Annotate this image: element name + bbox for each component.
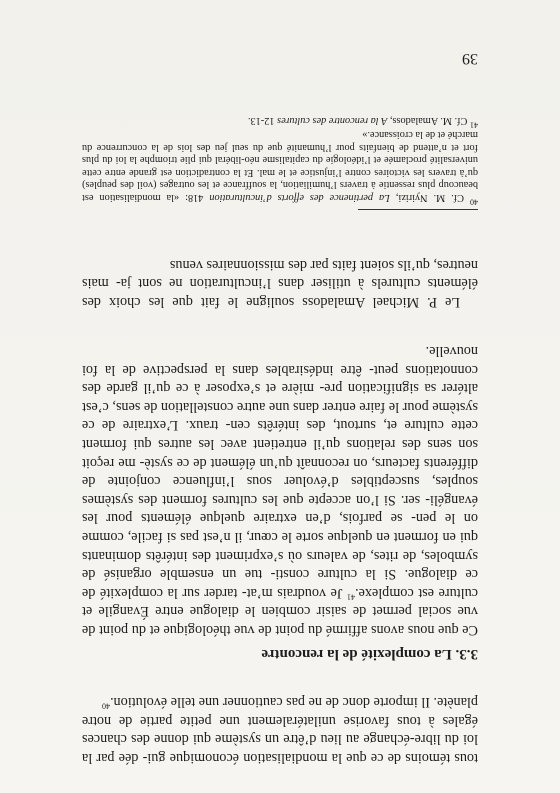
bleed-through-text [75, 219, 465, 245]
text-line: où s’expriment des intérêts dominants qui en forment en [82, 529, 478, 564]
text-line: tarder sur la complexité de ce dialogue. Si la culture consti- [82, 566, 478, 601]
text-line: différents facteurs, on reconnaît qu’un élément de ce systè- [139, 454, 478, 471]
footnote-lead: Cf. M. Nyirizi, [389, 192, 465, 203]
text-line: une petite partie de notre planète. Il importe donc de ne pas [82, 694, 478, 729]
paragraph-2 [82, 342, 478, 640]
footnote-41 [82, 114, 478, 130]
text-line: cautionner une telle évolution. [110, 694, 283, 711]
footnote-separator [358, 209, 478, 210]
text-line: mière et s’exposer à ce qu’il garde des connotations peut- [82, 361, 478, 397]
footnote-40 [82, 127, 478, 207]
text-line: tue un ensemble organisé de symboles, de rites, de valeurs [81, 547, 478, 583]
paragraph-1 [82, 693, 478, 767]
text-line: me reçoit son sens des relations qu’il entretient avec les [82, 436, 478, 471]
text-line: autres qui forment cette culture et, surtout, des intérêts cen- [81, 417, 478, 453]
text-line: quelque sorte le cœur, il n’est pas si facile, comme on le pen- [81, 510, 478, 546]
paragraph-continuation [82, 693, 478, 767]
footnote-ref-41: 41 [347, 592, 356, 602]
text-line: souples, susceptibles d’évoluer sous l’influence conjointe de [82, 473, 478, 490]
text-line: Le P. Michael Amaladoss souligne le fait que les choix des [82, 294, 460, 310]
text-line: Ce que nous avons affirmé du point de vue théologique et du [131, 622, 478, 638]
footnote-body: 418: «la mondialisation est beaucoup plus ressentie à travers l’humiliation, la souffrance et les outrages (voil des peuples) qu’à travers les victoires contre l’injustice et le mal. Et la contradiction est grande entre cette universalité proclamée et l’idéologie du capitalisme néo-libéral qui plie triomphe la loi du plus fort et n’attend de bienfaits pour l’humanité que du seul jeu des lois de la concurrence du marché et de la croissance.» [82, 129, 478, 203]
paragraph-2-block [82, 342, 478, 640]
text-line: point de vue social permet de saisir combien le dialogue [81, 603, 478, 638]
text-line: mais neutres, qu’ils soient faits par des missionnaires venus [81, 256, 478, 292]
footnote-lead: Cf. M. Amaladoss, [387, 115, 468, 127]
footnote-ref-40: 40 [102, 701, 111, 711]
text-line: traux. L’extraire de ce système pour le faire entrer dans une [82, 398, 478, 434]
footnote-title: La pertinence des efforts d’inculturation [209, 192, 390, 203]
text-line: autre constellation de sens, c’est altérer sa signification pre- [82, 380, 478, 415]
footnote-title: A la rencontre des cultures [277, 115, 388, 127]
text-line: entre Évangile et culture est complexe. [82, 584, 478, 620]
text-line: tous témoins de ce que la mondialisation économique gui- [142, 750, 478, 766]
footnote-tail: 12-13. [247, 115, 278, 127]
footnote-number: 41 [470, 120, 478, 130]
paragraph-3-block [82, 255, 478, 311]
text-line: se parfois, d’en extraire quelque éléments pour les évangéli- [81, 491, 478, 527]
text-line: donne des chances égales à tous favorise unilatéralement [82, 712, 478, 748]
footnotes [82, 114, 478, 207]
paragraph-3 [82, 255, 478, 311]
text-line: ser. Si l’on accepte que les cultures forment des systèmes [81, 491, 421, 508]
text-line: être indésirables dans la perspective de la foi nouvelle. [82, 343, 478, 378]
text-line: éléments culturels à utiliser dans l’inculturation ne sont ja- [116, 275, 478, 292]
section-heading: 3.3. La complexité de la rencontre [261, 646, 478, 662]
text-line: Je voudrais m’at- [241, 584, 348, 601]
text-line: dée par la loi du libre-échange au lieu d’être un système qui [81, 731, 478, 766]
section-heading-block [82, 645, 478, 662]
page-number: 39 [462, 50, 478, 67]
footnote-number: 40 [470, 197, 478, 207]
